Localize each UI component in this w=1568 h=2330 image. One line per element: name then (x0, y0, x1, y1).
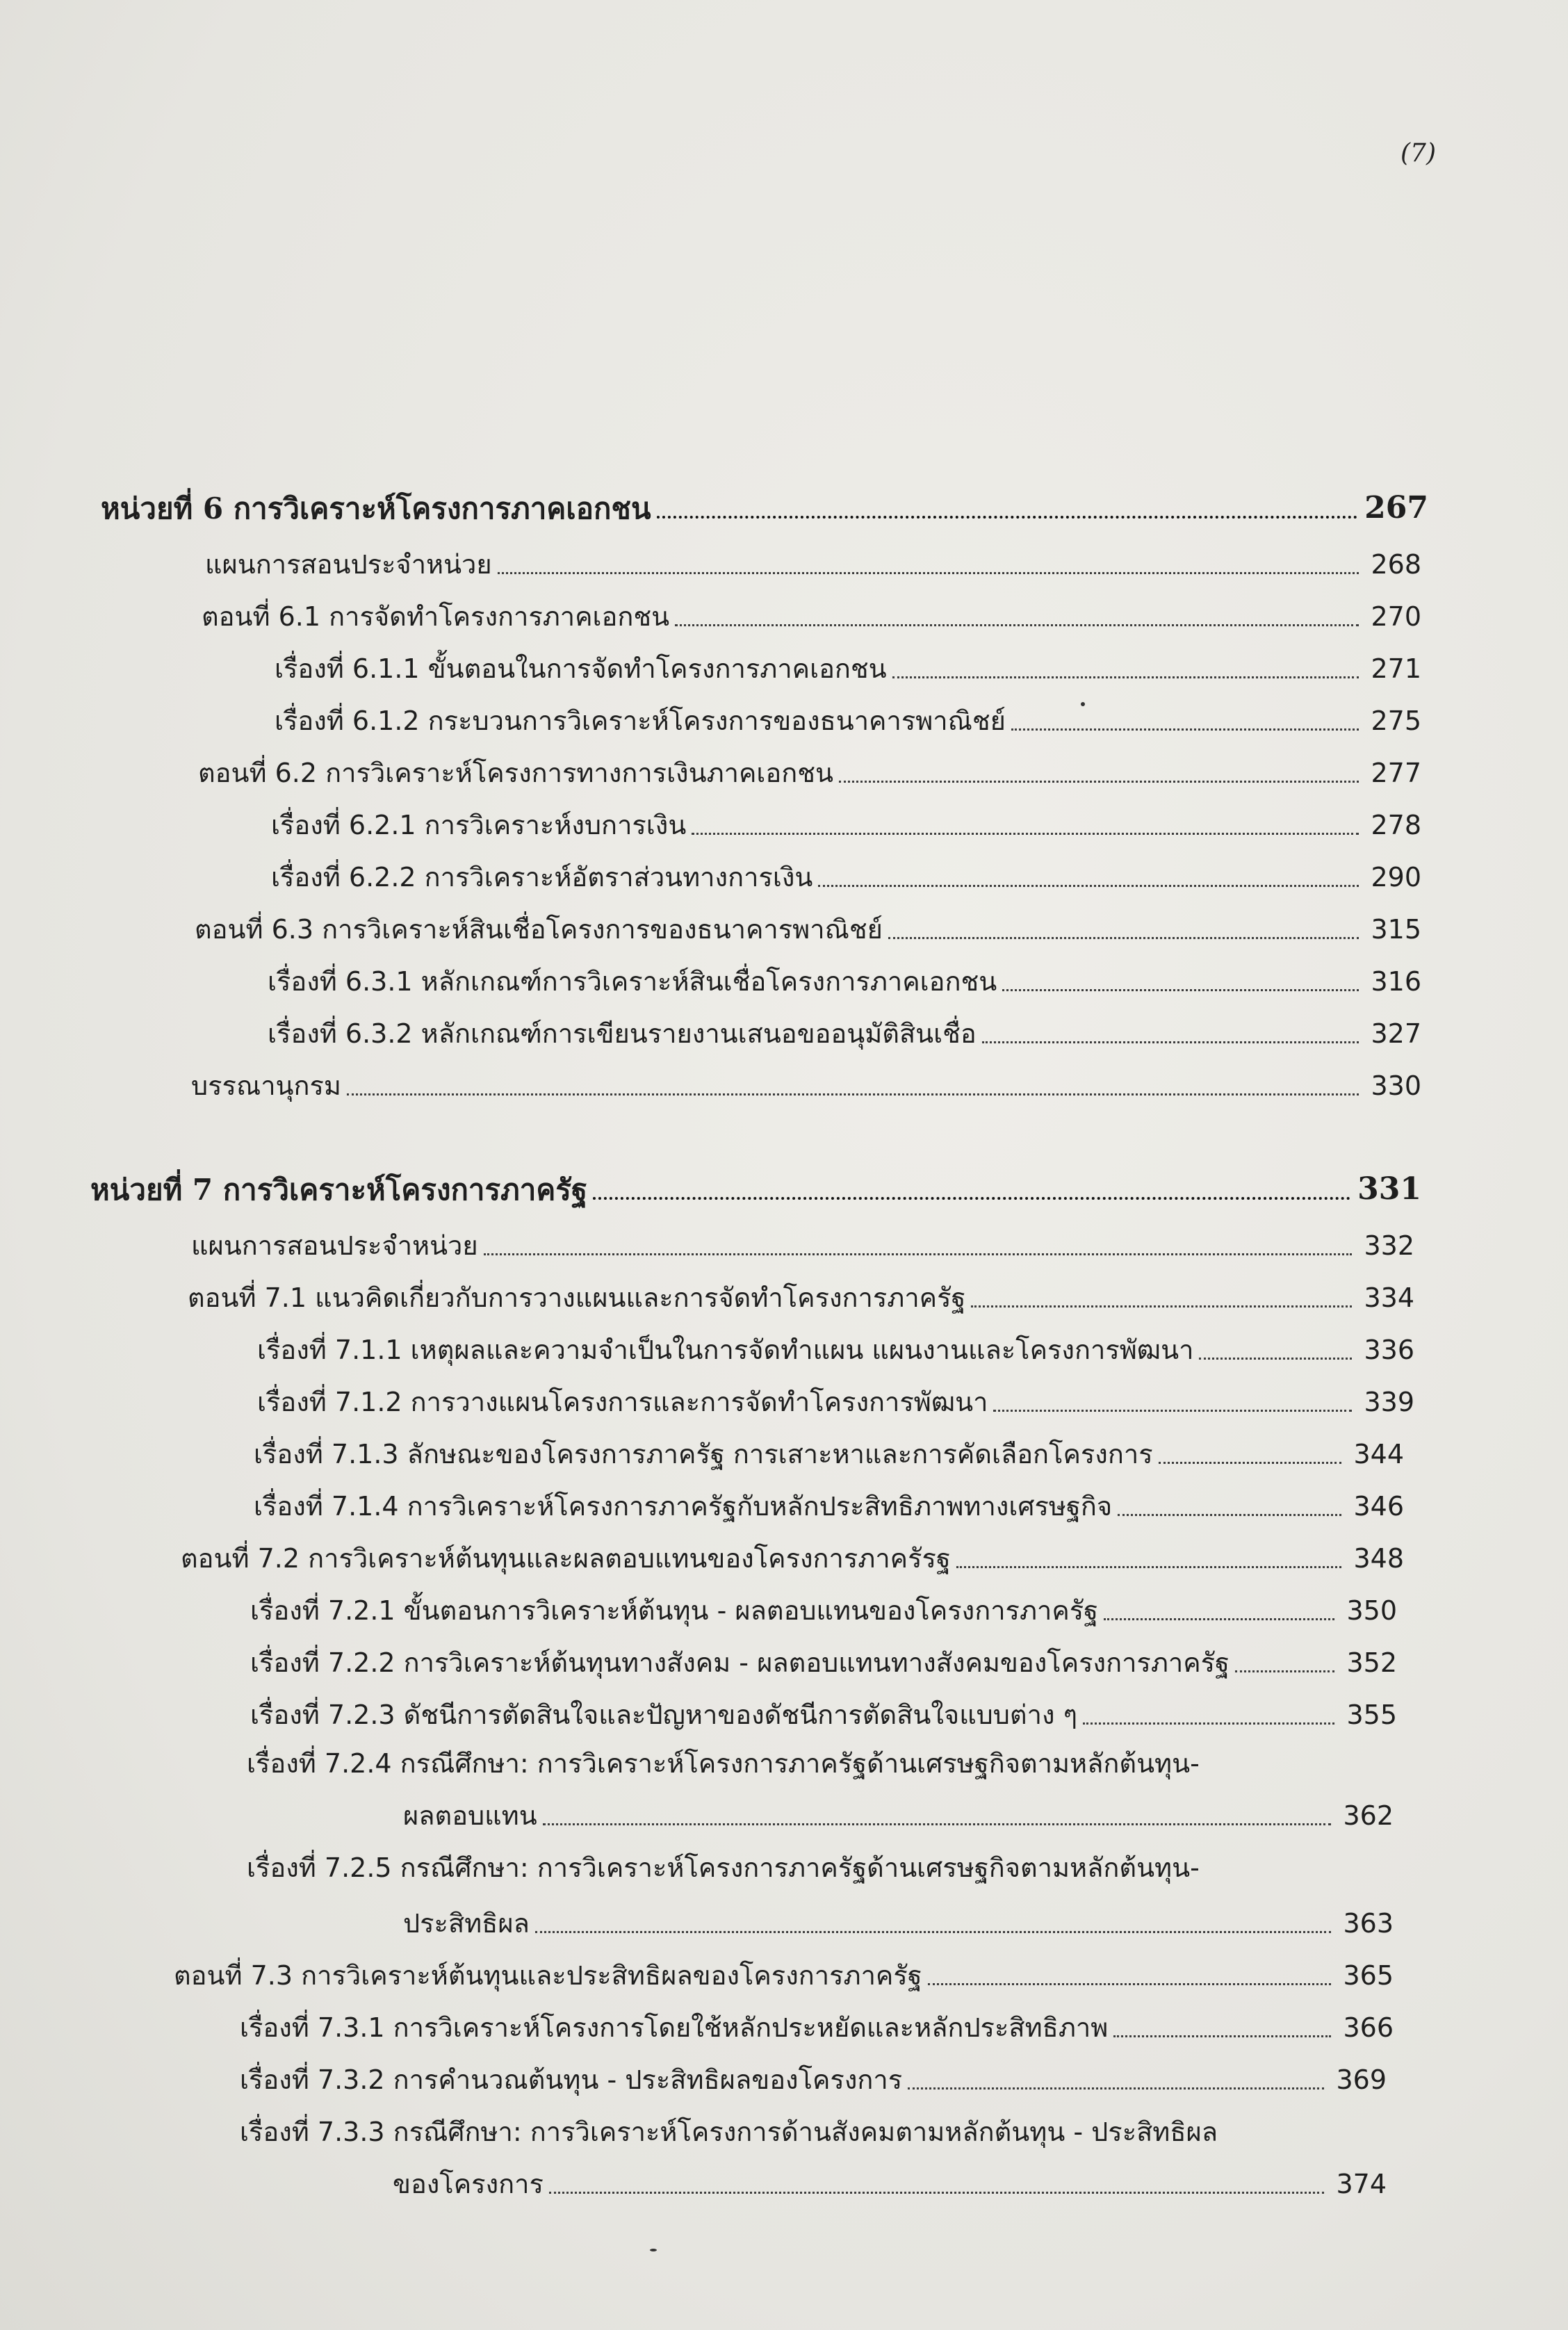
toc-entry (191, 1230, 1414, 1262)
toc-entry (250, 1647, 1397, 1679)
dot-leader (1199, 1358, 1352, 1360)
dot-leader (1113, 2035, 1331, 2037)
toc-entry-page: 352 (1346, 1647, 1397, 1678)
toc-entry (257, 1387, 1414, 1419)
toc-entry (250, 1595, 1397, 1627)
toc-entry-label: ตอนที่ 6.1 การจัดทำโครงการภาคเอกชน (202, 601, 670, 632)
dot-leader (993, 1410, 1352, 1412)
toc-entry (181, 1543, 1404, 1575)
toc-entry (198, 758, 1421, 790)
toc-entry-page: 350 (1346, 1595, 1397, 1626)
dot-leader (498, 572, 1359, 574)
toc-entry-label: แผนการสอนประจำหน่วย (191, 1230, 478, 1261)
toc-entry-page: 369 (1336, 2064, 1387, 2095)
dot-leader (535, 1931, 1331, 1933)
dot-leader (692, 833, 1359, 835)
toc-entry-page: 278 (1371, 810, 1421, 840)
toc-entry-page: 348 (1353, 1543, 1404, 1574)
toc-entry (174, 1960, 1394, 1992)
toc-entry-line2 (393, 2169, 1387, 2201)
toc-entry-label: แผนการสอนประจำหน่วย (205, 549, 492, 580)
toc-entry-label: ตอนที่ 7.1 แนวคิดเกี่ยวกับการวางแผนและการจัดทำโครงการภาครัฐ (188, 1282, 966, 1313)
toc-entry (205, 549, 1421, 581)
dot-leader (1002, 989, 1359, 991)
dot-leader (839, 781, 1359, 783)
dot-leader (888, 937, 1359, 939)
toc-entry (254, 1491, 1404, 1523)
toc-entry-line1 (247, 1852, 1394, 1884)
dot-leader (982, 1041, 1359, 1043)
toc-entry (254, 1439, 1404, 1471)
toc-entry-label: เรื่องที่ 6.3.2 หลักเกณฑ์การเขียนรายงานเสนอขออนุมัติสินเชื่อ (268, 1018, 977, 1049)
unit-7-title: หน่วยที่ 7 การวิเคราะห์โครงการภาครัฐ (90, 1173, 588, 1207)
toc-entry-page: 277 (1371, 758, 1421, 788)
toc-entry-line1 (247, 1748, 1394, 1780)
toc-entry (240, 2064, 1387, 2096)
dot-leader (347, 1093, 1359, 1095)
toc-entry-label: ตอนที่ 6.2 การวิเคราะห์โครงการทางการเงินภาคเอกชน (198, 758, 833, 788)
toc-entry-label: เรื่องที่ 7.1.1 เหตุผลและความจำเป็นในการจัดทำแผน แผนงานและโครงการพัฒนา (257, 1335, 1194, 1365)
toc-entry-label: เรื่องที่ 6.1.1 ขั้นตอนในการจัดทำโครงการภาคเอกชน (275, 653, 887, 684)
dot-leader (1118, 1514, 1341, 1516)
toc-entry-page: 330 (1371, 1070, 1421, 1101)
toc-entry-label: เรื่องที่ 7.2.4 กรณีศึกษา: การวิเคราะห์โครงการภาครัฐด้านเศรษฐกิจตามหลักต้นทุน- (247, 1748, 1200, 1779)
toc-entry-page: 374 (1336, 2169, 1387, 2199)
toc-entry-label: เรื่องที่ 7.1.3 ลักษณะของโครงการภาครัฐ การเสาะหาและการคัดเลือกโครงการ (254, 1439, 1153, 1469)
toc-entry-label: เรื่องที่ 7.2.3 ดัชนีการตัดสินใจและปัญหาของดัชนีการตัดสินใจแบบต่าง ๆ (250, 1700, 1077, 1730)
toc-entry-page: 355 (1346, 1700, 1397, 1730)
dot-leader (593, 1197, 1350, 1200)
unit-6-page: 267 (1364, 490, 1428, 526)
dot-leader (928, 1983, 1331, 1985)
dot-leader (549, 2192, 1324, 2194)
unit-7-heading (90, 1171, 1421, 1208)
toc-entry-page: 271 (1371, 653, 1421, 684)
unit-7-page: 331 (1357, 1171, 1421, 1207)
toc-entry-page: 275 (1371, 706, 1421, 736)
toc-entry-line1 (240, 2117, 1387, 2149)
toc-entry-label: เรื่องที่ 6.3.1 หลักเกณฑ์การวิเคราะห์สินเชื่อโครงการภาคเอกชน (268, 966, 997, 997)
toc-entry-label: เรื่องที่ 6.2.2 การวิเคราะห์อัตราส่วนทางการเงิน (271, 862, 813, 893)
dot-leader (675, 624, 1359, 626)
toc-entry (202, 601, 1421, 633)
toc-entry-label-continued: ผลตอบแทน (403, 1800, 537, 1831)
dot-leader (1011, 728, 1359, 731)
toc-entry-label: บรรณานุกรม (191, 1070, 341, 1101)
toc-entry-page: 327 (1371, 1018, 1421, 1049)
toc-entry-page: 290 (1371, 862, 1421, 893)
toc-entry-page: 334 (1364, 1282, 1414, 1313)
scan-speck (1081, 702, 1085, 706)
toc-entry-label: เรื่องที่ 6.1.2 กระบวนการวิเคราะห์โครงการของธนาคารพาณิชย์ (275, 706, 1006, 736)
toc-entry (250, 1700, 1397, 1732)
dot-leader (956, 1566, 1341, 1568)
toc-entry-page: 365 (1343, 1960, 1394, 1991)
toc-entry-label: เรื่องที่ 7.3.3 กรณีศึกษา: การวิเคราะห์โครงการด้านสังคมตามหลักต้นทุน - ประสิทธิผล (240, 2117, 1218, 2147)
toc-entry-page: 346 (1353, 1491, 1404, 1522)
toc-entry-page: 363 (1343, 1908, 1394, 1939)
toc-entry (268, 966, 1421, 998)
toc-entry-page: 336 (1364, 1335, 1414, 1365)
toc-entry-page: 332 (1364, 1230, 1414, 1261)
toc-entry-label: เรื่องที่ 7.2.5 กรณีศึกษา: การวิเคราะห์โครงการภาครัฐด้านเศรษฐกิจตามหลักต้นทุน- (247, 1852, 1200, 1883)
toc-entry-page: 344 (1353, 1439, 1404, 1469)
toc-entry-label: ตอนที่ 6.3 การวิเคราะห์สินเชื่อโครงการของธนาคารพาณิชย์ (195, 914, 883, 945)
toc-entry-label: ตอนที่ 7.3 การวิเคราะห์ต้นทุนและประสิทธิผลของโครงการภาครัฐ (174, 1960, 922, 1991)
scan-speck (650, 2249, 657, 2251)
dot-leader (892, 676, 1359, 678)
toc-entry (268, 1018, 1421, 1050)
toc-entry (275, 653, 1421, 685)
toc-entry (195, 914, 1421, 946)
dot-leader (908, 2087, 1324, 2089)
toc-entry-label: เรื่องที่ 7.3.1 การวิเคราะห์โครงการโดยใช้หลักประหยัดและหลักประสิทธิภาพ (240, 2012, 1109, 2043)
toc-entry (275, 706, 1421, 738)
toc-entry (271, 810, 1421, 842)
toc-entry-page: 362 (1343, 1800, 1394, 1831)
toc-entry-page: 366 (1343, 2012, 1394, 2043)
toc-entry-label: เรื่องที่ 7.2.1 ขั้นตอนการวิเคราะห์ต้นทุน - ผลตอบแทนของโครงการภาครัฐ (250, 1595, 1099, 1626)
toc-entry-label-continued: ประสิทธิผล (403, 1908, 530, 1939)
unit-6-heading (101, 490, 1428, 527)
dot-leader (1104, 1618, 1334, 1620)
page-number: (7) (1400, 139, 1436, 168)
toc-entry-page: 315 (1371, 914, 1421, 945)
toc-entry (257, 1335, 1414, 1367)
toc-entry-page: 339 (1364, 1387, 1414, 1417)
toc-entry-label-continued: ของโครงการ (393, 2169, 544, 2199)
dot-leader (1083, 1722, 1334, 1725)
toc-entry-line2 (403, 1908, 1394, 1940)
toc-entry-line2 (403, 1800, 1394, 1832)
toc-entry-label: เรื่องที่ 7.3.2 การคำนวณต้นทุน - ประสิทธิผลของโครงการ (240, 2064, 903, 2095)
toc-entry (188, 1282, 1414, 1314)
toc-entry-page: 270 (1371, 601, 1421, 632)
toc-entry-label: ตอนที่ 7.2 การวิเคราะห์ต้นทุนและผลตอบแทนของโครงการภาครัรฐ (181, 1543, 951, 1574)
toc-entry (240, 2012, 1394, 2044)
toc-entry-label: เรื่องที่ 7.1.2 การวางแผนโครงการและการจัดทำโครงการพัฒนา (257, 1387, 988, 1417)
dot-leader (971, 1305, 1352, 1307)
dot-leader (1235, 1670, 1334, 1672)
toc-entry-label: เรื่องที่ 7.1.4 การวิเคราะห์โครงการภาครัฐกับหลักประสิทธิภาพทางเศรษฐกิจ (254, 1491, 1113, 1522)
dot-leader (657, 516, 1358, 519)
toc-entry-label: เรื่องที่ 7.2.2 การวิเคราะห์ต้นทุนทางสังคม - ผลตอบแทนทางสังคมของโครงการภาครัฐ (250, 1647, 1230, 1678)
dot-leader (1159, 1462, 1341, 1464)
toc-entry-page: 316 (1371, 966, 1421, 997)
unit-6-title: หน่วยที่ 6 การวิเคราะห์โครงการภาคเอกชน (101, 491, 651, 526)
toc-entry-label: เรื่องที่ 6.2.1 การวิเคราะห์งบการเงิน (271, 810, 687, 840)
toc-entry-page: 268 (1371, 549, 1421, 580)
dot-leader (484, 1253, 1352, 1255)
dot-leader (818, 885, 1359, 887)
dot-leader (543, 1823, 1331, 1825)
toc-entry (191, 1070, 1421, 1102)
toc-entry (271, 862, 1421, 894)
